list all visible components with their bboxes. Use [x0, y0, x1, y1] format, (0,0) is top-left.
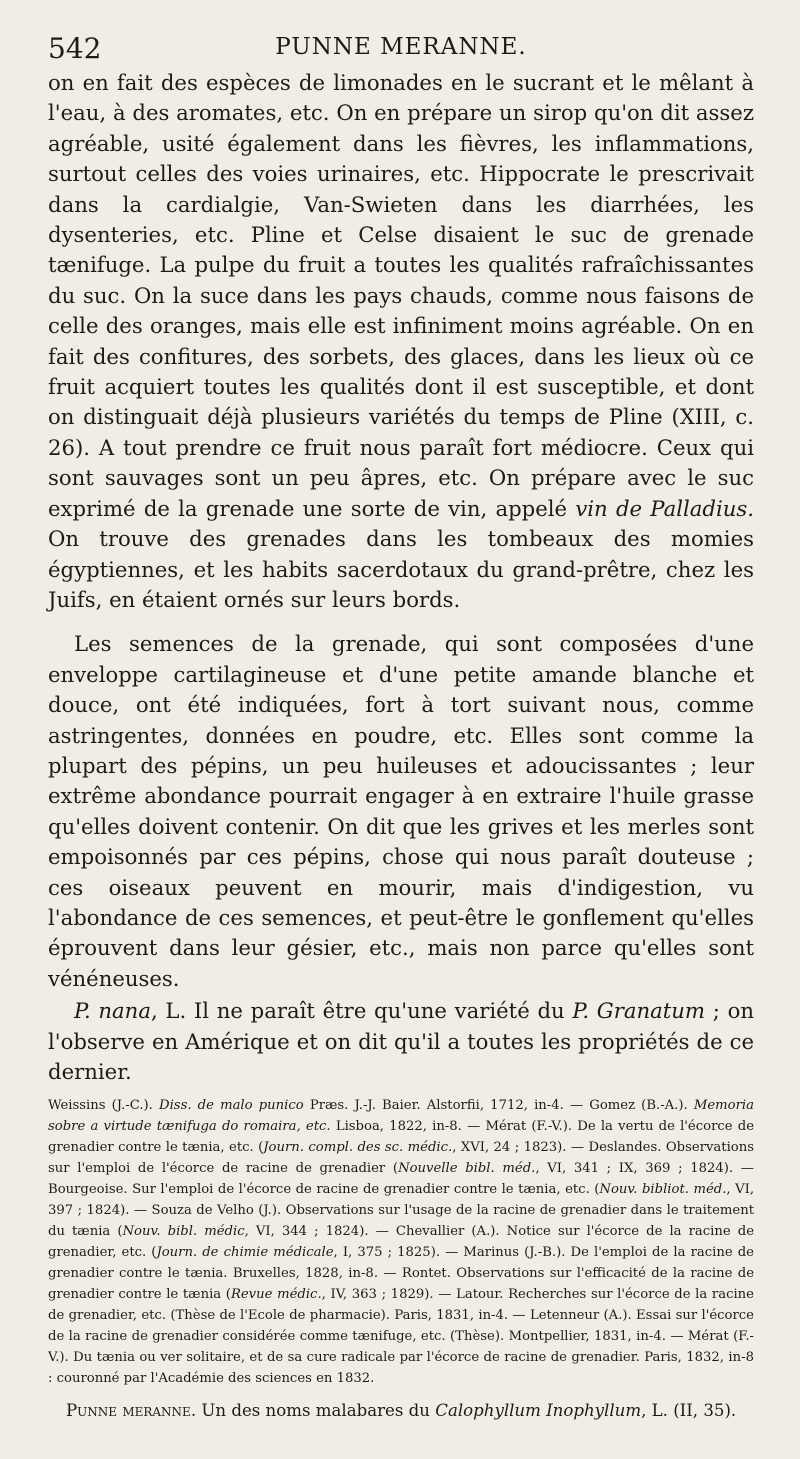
paragraph-1-tail: On trouve des grenades dans les tombeaux des momies égyptiennes, et les habits sacerdotaux du grand-prêtre, chez les Juifs, en étaient ornés sur leurs bords.	[48, 526, 754, 612]
next-entry	[48, 1399, 754, 1423]
entry-text: . Un des noms malabares du	[190, 1401, 430, 1421]
bibliography	[48, 1095, 754, 1389]
page-header	[48, 32, 754, 68]
paragraph-1-text: on en fait des espèces de limonades en le sucrant et le mêlant à l'eau, à des aromates, etc. On en prépare un sirop qu'on dit assez agréable, usité également dans les fièvres, les inflammations, surtout celles des voies urinaires, etc. Hippocrate le prescrivait dans la cardialgie, Van-Swieten dans les diarrhées, les dysenteries, etc. Pline et Celse disaient le suc de grenade tænifuge. La pulpe du fruit a toutes les qualités rafraîchissantes du suc. On la suce dans les pays chauds, comme nous faisons de celle des oranges, mais elle est infiniment moins agréable. On en fait des confitures, des sorbets, des glaces, dans les lieux où ce fruit acquiert toutes les qualités dont il est susceptible, et dont on distinguait déjà plusieurs variétés du temps de Pline (XIII, c. 26). A tout prendre ce fruit nous paraît fort médiocre. Ceux qui sont sauvages sont un peu âpres, etc. On prépare avec le suc exprimé de la grenade une sorte de vin, appelé	[48, 70, 754, 521]
paragraph-1	[48, 68, 754, 615]
paragraph-3	[48, 996, 754, 1087]
entry-species: Calophyllum Inophyllum	[435, 1401, 642, 1421]
entry-tail: , L. (II, 35).	[641, 1401, 737, 1421]
paragraph-3-text: , L. Il ne paraît être qu'une variété du	[150, 998, 565, 1024]
paragraph-2: Les semences de la grenade, qui sont composées d'une enveloppe cartilagineuse et d'une petite amande blanche et douce, ont été indiquées, fort à tort suivant nous, comme astringentes, données en poudre, etc. Elles sont comme la plupart des pépins, un peu huileuses et adoucissantes ; leur extrême abondance pourrait engager à en extraire l'huile grasse qu'elles doivent contenir. On dit que les grives et les merles sont empoisonnés par ces pépins, chose qui nous paraît douteuse ; ces oiseaux peuvent en mourir, mais d'indigestion, vu l'abondance de ces semences, et peut-être le gonflement qu'elles éprouvent dans leur gésier, etc., mais non parce qu'elles sont vénéneuses.	[48, 631, 754, 991]
paragraph-3-tail: ; on l'observe en Amérique et on dit qu'il a toutes les propriétés de ce dernier.	[48, 998, 754, 1084]
main-text	[48, 68, 754, 1440]
paragraph-1-italic: vin de Palladius.	[575, 495, 754, 521]
entry-headword: Punne meranne	[66, 1401, 191, 1421]
running-title: PUNNE MERANNE.	[275, 34, 527, 60]
species-name-granatum: P. Granatum	[572, 998, 705, 1024]
page-number: 542	[48, 32, 102, 65]
bibliography-text: Weissins (J.-C.). Diss. de malo punico Præs. J.-J. Baier. Alstorfii, 1712, in-4. — Gomez (B.-A.). Memoria sobre a virtude tænifuga do romaira, etc. Lisboa, 1822, in-8. — Mérat (F.-V.). De la vertu de l'écorce de grenadier contre le tænia, etc. (Journ. compl. des sc. médic., XVI, 24 ; 1823). — Deslandes. Observations sur l'emploi de l'écorce de racine de grenadier (Nouvelle bibl. méd., VI, 341 ; IX, 369 ; 1824). — Bourgeoise. Sur l'emploi de l'écorce de racine de grenadier contre le tænia, etc. (Nouv. bibliot. méd., VI, 397 ; 1824). — Souza de Velho (J.). Observations sur l'usage de la racine de grenadier dans le traitement du tænia (Nouv. bibl. médic, VI, 344 ; 1824). — Chevallier (A.). Notice sur l'écorce de la racine de grenadier, etc. (Journ. de chimie médicale, I, 375 ; 1825). — Marinus (J.-B.). De l'emploi de la racine de grenadier contre le tænia. Bruxelles, 1828, in-8. — Rontet. Observations sur l'efficacité de la racine de grenadier contre le tænia (Revue médic., IV, 363 ; 1829). — Latour. Recherches sur l'écorce de la racine de grenadier, etc. (Thèse de l'Ecole de pharmacie). Paris, 1831, in-4. — Letenneur (A.). Essai sur l'écorce de la racine de grenadier considérée comme tænifuge, etc. (Thèse). Montpellier, 1831, in-4. — Mérat (F.-V.). Du tænia ou ver solitaire, et de sa cure radicale par l'écorce de racine de grenadier. Paris, 1832, in-8 : couronné par l'Académie des sciences en 1832.	[48, 1098, 755, 1387]
species-name-nana: P. nana	[74, 998, 151, 1024]
